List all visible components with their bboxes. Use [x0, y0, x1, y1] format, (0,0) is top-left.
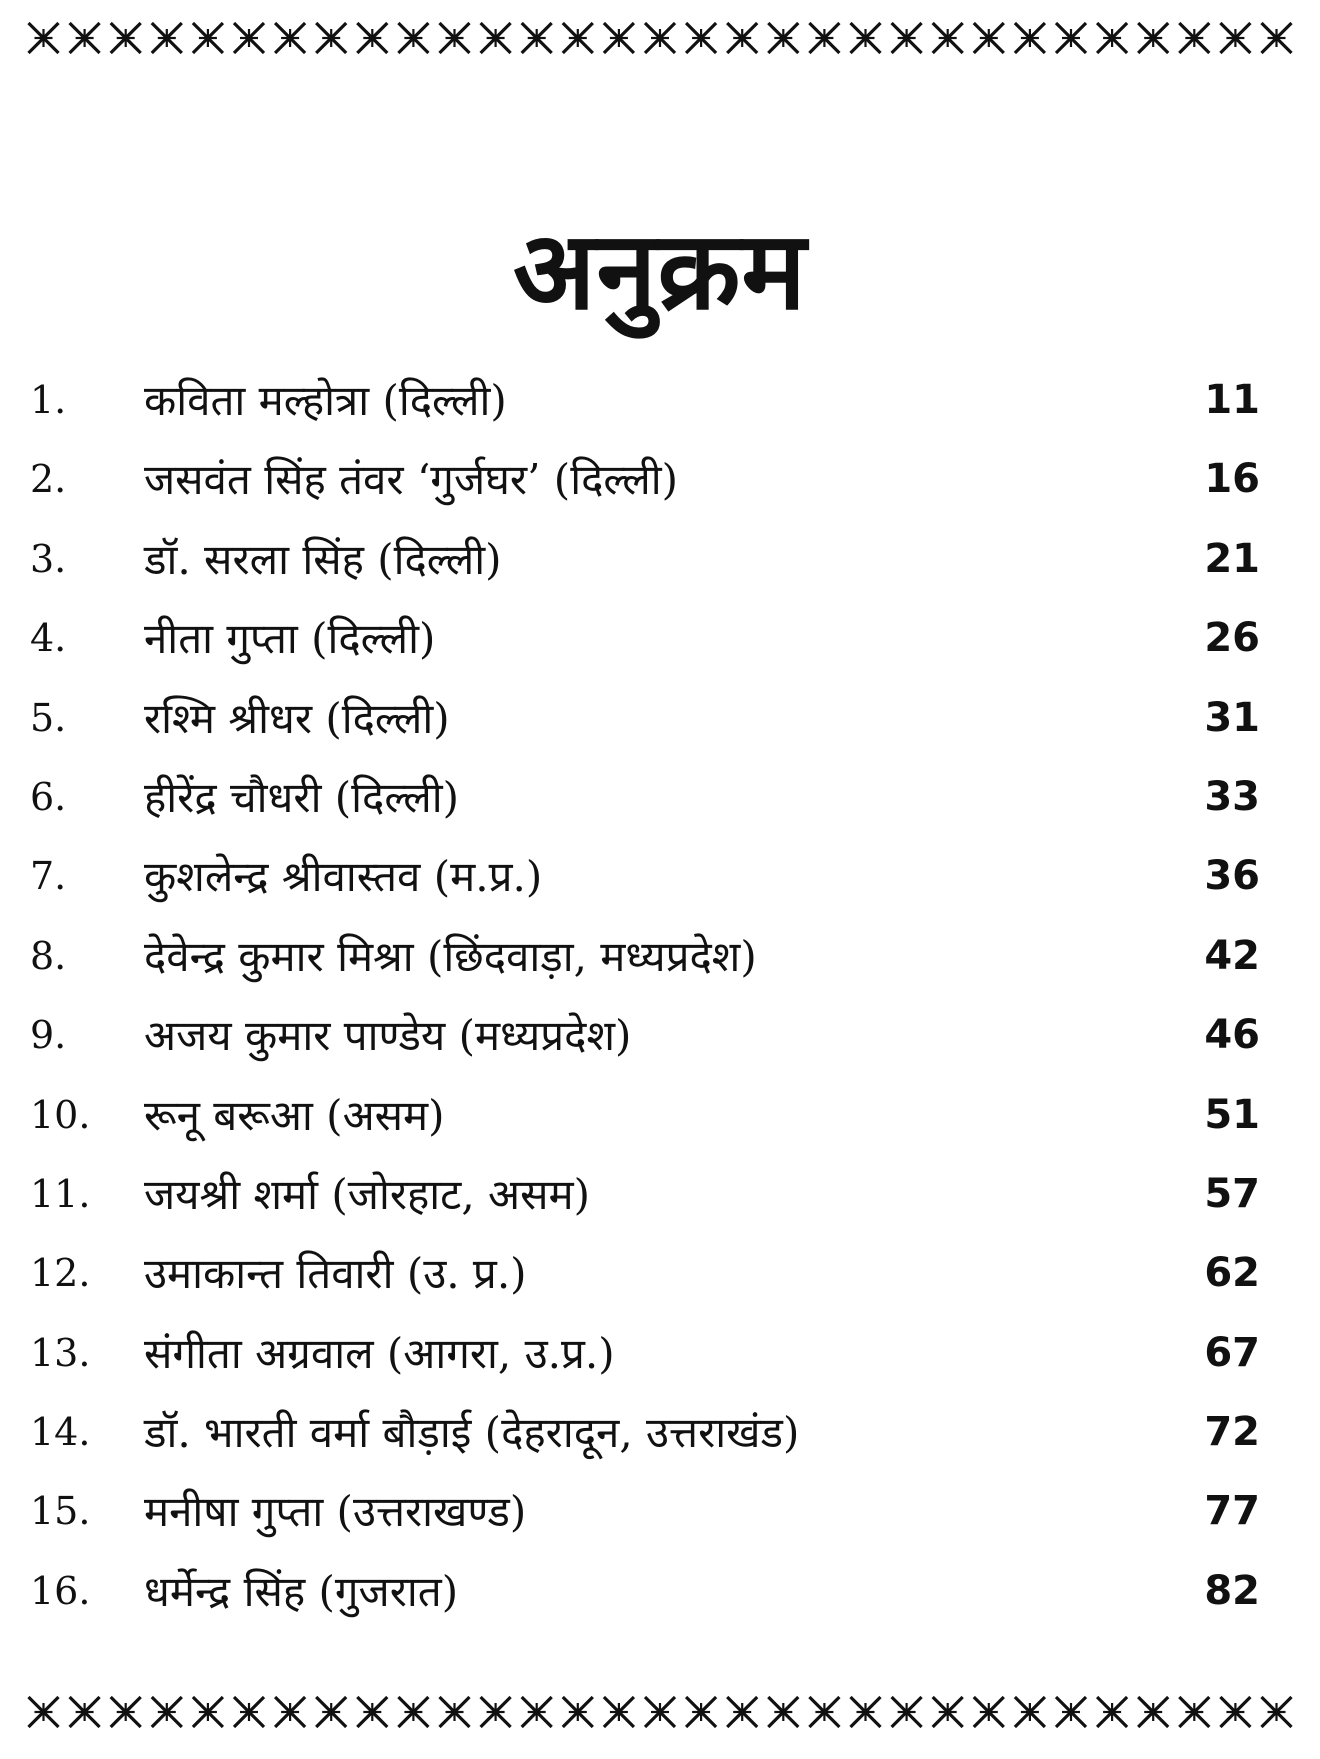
- toc-entry-number: 2.: [30, 457, 67, 502]
- asterisk-x-border-icon: [22, 16, 1298, 60]
- toc-entry-page-number: 46: [1204, 1012, 1260, 1059]
- toc-entry-title: जसवंत सिंह तंवर ‘गुर्जघर’ (दिल्ली): [144, 455, 679, 505]
- page-title: अनुक्रम: [513, 209, 807, 335]
- toc-entry-page-number: 33: [1204, 773, 1260, 820]
- toc-entry-title: कुशलेन्द्र श्रीवास्तव (म.प्र.): [144, 852, 543, 902]
- toc-entry-number: 4.: [30, 616, 67, 661]
- toc-entry-page-number: 11: [1204, 377, 1260, 423]
- toc-entry-page-number: 31: [1204, 694, 1260, 741]
- toc-entry-title: जयश्री शर्मा (जोरहाट, असम): [144, 1169, 591, 1219]
- toc-entry: [0, 996, 1320, 1075]
- toc-entry-title: उमाकान्त तिवारी (उ. प्र.): [144, 1249, 527, 1299]
- toc-entry: [0, 361, 1320, 440]
- toc-entry-page-number: 16: [1204, 456, 1260, 503]
- toc-entry-title: संगीता अग्रवाल (आगरा, उ.प्र.): [144, 1328, 615, 1378]
- toc-entry-title: देवेन्द्र कुमार मिश्रा (छिंदवाड़ा, मध्यप्रदेश): [144, 931, 757, 981]
- toc-entry-number: 7.: [30, 854, 67, 899]
- toc-entry: [0, 758, 1320, 837]
- toc-entry-number: 13.: [30, 1330, 91, 1375]
- toc-entry: [0, 440, 1320, 519]
- toc-entry: [0, 1393, 1320, 1472]
- toc-entry-title: अजय कुमार पाण्डेय (मध्यप्रदेश): [144, 1011, 632, 1061]
- toc-entry: [0, 1552, 1320, 1631]
- toc-entry-title: कविता मल्होत्रा (दिल्ली): [144, 376, 507, 425]
- toc-entry-number: 1.: [30, 378, 67, 422]
- asterisk-x-border-icon: [22, 1690, 1298, 1734]
- toc-entry-title: डॉ. भारती वर्मा बौड़ाई (देहरादून, उत्तराखंड): [144, 1408, 800, 1458]
- toc-entry: [0, 1076, 1320, 1155]
- toc-entry-number: 5.: [30, 695, 67, 740]
- toc-entry-number: 8.: [30, 933, 67, 978]
- toc-entry-number: 15.: [30, 1489, 91, 1534]
- toc-entry-title: रश्मि श्रीधर (दिल्ली): [144, 693, 450, 743]
- toc-entry-number: 9.: [30, 1013, 67, 1058]
- toc-entry-page-number: 72: [1204, 1409, 1260, 1456]
- toc-entry-page-number: 82: [1204, 1567, 1260, 1614]
- bottom-ornament-border: [22, 1690, 1298, 1734]
- toc-entry: [0, 679, 1320, 758]
- toc-entry-page-number: 26: [1204, 615, 1260, 662]
- toc-entry: [0, 1155, 1320, 1234]
- table-of-contents: [0, 361, 1320, 1631]
- toc-entry: [0, 917, 1320, 996]
- toc-entry: [0, 1314, 1320, 1393]
- toc-entry-title: रूनू बरूआ (असम): [144, 1090, 445, 1140]
- toc-entry-page-number: 62: [1204, 1250, 1260, 1297]
- toc-entry-title: डॉ. सरला सिंह (दिल्ली): [144, 534, 502, 584]
- toc-entry-number: 3.: [30, 536, 67, 581]
- toc-entry-number: 10.: [30, 1092, 91, 1137]
- toc-entry: [0, 1234, 1320, 1313]
- toc-entry-title: धर्मेन्द्र सिंह (गुजरात): [144, 1566, 459, 1616]
- toc-entry: [0, 599, 1320, 678]
- toc-entry-page-number: 77: [1204, 1488, 1260, 1535]
- toc-entry-page-number: 51: [1204, 1091, 1260, 1138]
- toc-entry-title: मनीषा गुप्ता (उत्तराखण्ड): [144, 1487, 527, 1537]
- toc-entry-page-number: 67: [1204, 1329, 1260, 1376]
- toc-entry: [0, 1472, 1320, 1551]
- toc-entry-number: 14.: [30, 1410, 91, 1455]
- toc-entry-page-number: 21: [1204, 535, 1260, 582]
- top-ornament-border: [22, 16, 1298, 60]
- toc-entry-page-number: 36: [1204, 853, 1260, 900]
- toc-entry: [0, 520, 1320, 599]
- toc-entry-number: 16.: [30, 1568, 91, 1613]
- toc-entry-number: 11.: [30, 1171, 91, 1216]
- toc-entry-number: 12.: [30, 1251, 91, 1296]
- toc-entry: [0, 837, 1320, 916]
- toc-entry-number: 6.: [30, 774, 67, 819]
- toc-entry-page-number: 57: [1204, 1170, 1260, 1217]
- toc-entry-title: हीरेंद्र चौधरी (दिल्ली): [144, 772, 460, 822]
- toc-entry-title: नीता गुप्ता (दिल्ली): [144, 614, 436, 664]
- toc-entry-page-number: 42: [1204, 932, 1260, 979]
